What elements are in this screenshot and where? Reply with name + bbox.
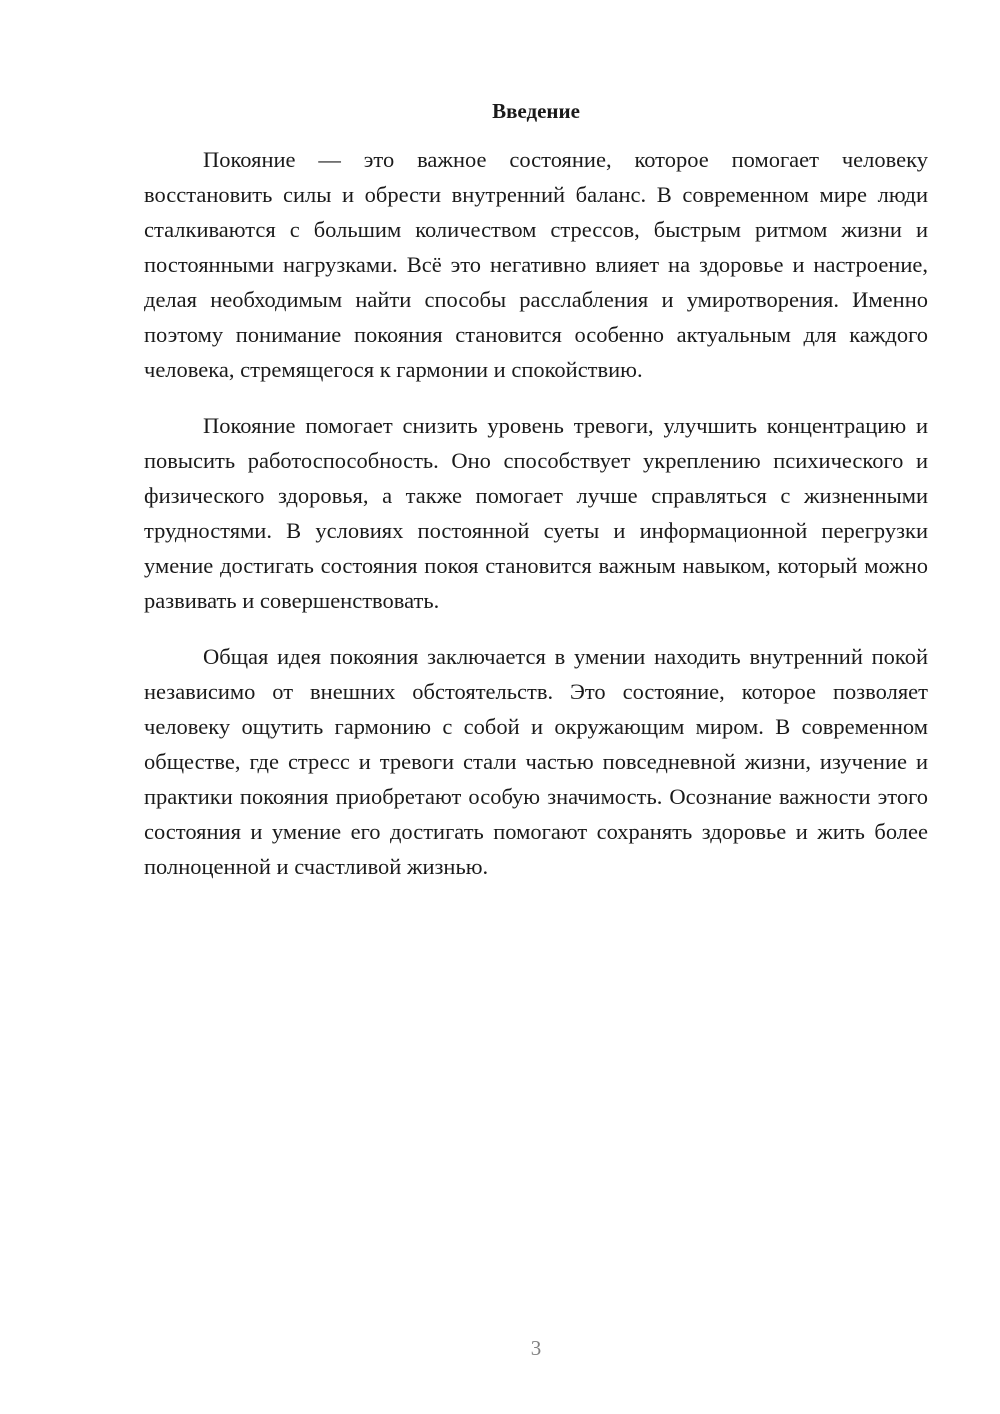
document-body bbox=[144, 142, 928, 884]
paragraph-1: Покояние — это важное состояние, которое помогает человеку восстановить силы и обрести внутренний баланс. В современном мире люди сталкиваются с большим количеством стрессов, быстрым ритмом жизни и постоянными нагрузками. Всё это негативно влияет на здоровье и настроение, делая необходимым найти способы расслабления и умиротворения. Именно поэтому понимание покояния становится особенно актуальным для каждого человека, стремящегося к гармонии и спокойствию. bbox=[144, 147, 928, 382]
page-number: 3 bbox=[530, 1336, 542, 1360]
paragraph-2: Покояние помогает снизить уровень тревоги, улучшить концентрацию и повысить работоспособность. Оно способствует укреплению психического и физического здоровья, а также помогает лучше справляться с жизненными трудностями. В условиях постоянной суеты и информационной перегрузки умение достигать состояния покоя становится важным навыком, который можно развивать и совершенствовать. bbox=[144, 413, 928, 613]
section-heading: Введение bbox=[492, 99, 580, 123]
paragraph-3: Общая идея покояния заключается в умении находить внутренний покой независимо от внешних обстоятельств. Это состояние, которое позволяет человеку ощутить гармонию с собой и окружающим миром. В современном обществе, где стресс и тревоги стали частью повседневной жизни, изучение и практики покояния приобретают особую значимость. Осознание важности этого состояния и умение его достигать помогают сохранять здоровье и жить более полноценной и счастливой жизнью. bbox=[144, 644, 928, 879]
